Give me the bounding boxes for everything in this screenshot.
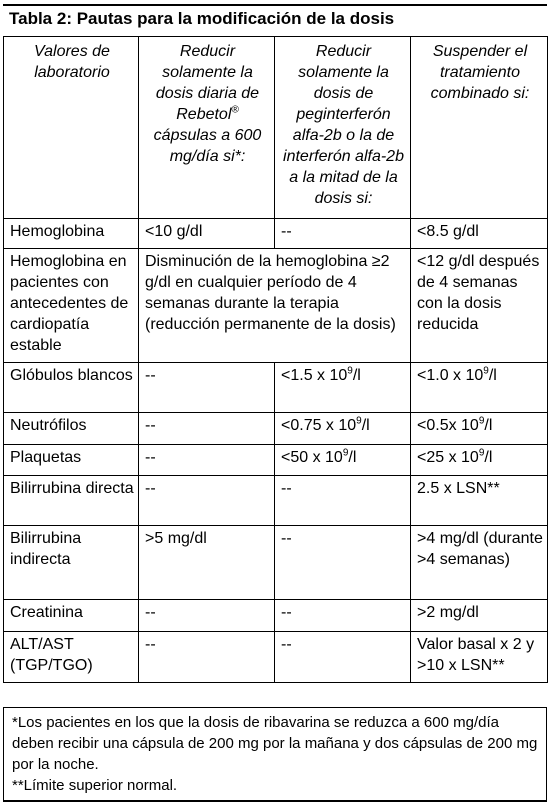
cell-reduce-interferon <box>275 363 411 413</box>
cell-reduce-rebetol: -- <box>139 445 275 476</box>
cell-reduce-interferon: -- <box>275 476 411 526</box>
cell-reduce-interferon: -- <box>275 600 411 632</box>
row-label: Bilirrubina indirecta <box>4 526 139 600</box>
dose-modification-table <box>3 36 548 683</box>
cell-value: <50 x 10 <box>281 449 343 466</box>
cell-suspend <box>411 445 548 476</box>
cell-reduce-interferon: -- <box>275 219 411 249</box>
registered-mark: ® <box>231 104 239 116</box>
row-label: Glóbulos blancos <box>4 363 139 413</box>
table-row <box>4 632 548 683</box>
cell-unit: /l <box>361 417 370 434</box>
row-label: Bilirrubina directa <box>4 476 139 526</box>
cell-reduce-interferon: -- <box>275 632 411 683</box>
header-reduce-rebetol <box>139 37 275 219</box>
header-suspend-treatment: Suspender el tratamiento combinado si: <box>411 37 548 219</box>
cell-reduce-rebetol: <10 g/dl <box>139 219 275 249</box>
cell-exponent: 9 <box>478 447 485 459</box>
footnotes <box>3 707 547 802</box>
table-row <box>4 363 548 413</box>
header-reduce-rebetol-tail: cápsulas a 600 mg/día si*: <box>153 127 262 165</box>
cell-exponent: 9 <box>356 415 362 427</box>
cell-exponent: 9 <box>478 415 485 427</box>
cell-reduce-rebetol: -- <box>139 363 275 413</box>
cell-reduce-interferon <box>275 413 411 445</box>
table-row <box>4 600 548 632</box>
cell-unit: /l <box>348 449 357 466</box>
cell-reduce-interferon <box>275 445 411 476</box>
cell-value: <1.0 x 10 <box>417 367 484 384</box>
footnote-dose: *Los pacientes en los que la dosis de ribavarina se reduzca a 600 mg/día deben recibir una cápsula de 200 mg por la mañana y dos cápsulas de 200 mg por la noche. <box>12 714 538 773</box>
cell-exponent: 9 <box>347 365 353 377</box>
table-row <box>4 526 548 600</box>
footnote-lsn: **Límite superior normal. <box>12 777 178 794</box>
row-label: ALT/AST (TGP/TGO) <box>4 632 139 683</box>
cell-reduce-rebetol: -- <box>139 632 275 683</box>
cell-value: <25 x 10 <box>417 449 479 466</box>
cell-reduce-rebetol: >5 mg/dl <box>139 526 275 600</box>
cell-unit: /l <box>488 367 497 384</box>
cell-value: <1.5 x 10 <box>281 367 348 384</box>
row-label: Hemoglobina en pacientes con antecedentes de cardiopatía estable <box>4 249 139 363</box>
table-row <box>4 249 548 363</box>
cell-suspend: <12 g/dl después de 4 semanas con la dosis reducida <box>411 249 548 363</box>
header-reduce-interferon: Reducir solamente la dosis de peginterferón alfa-2b o la de interferón alfa-2b a la mitad de la dosis si: <box>275 37 411 219</box>
cell-reduce-rebetol: -- <box>139 600 275 632</box>
cell-unit: /l <box>484 417 493 434</box>
table-row <box>4 445 548 476</box>
cell-merged-reduction: Disminución de la hemoglobina ≥2 g/dl en cualquier período de 4 semanas durante la terapia (reducción permanente de la dosis) <box>139 249 411 363</box>
header-reduce-rebetol-text: Reducir solamente la dosis diaria de Rebetol <box>155 43 260 123</box>
header-lab-values: Valores de laboratorio <box>4 37 139 219</box>
cell-exponent: 9 <box>483 365 489 377</box>
cell-suspend: >4 mg/dl (durante >4 semanas) <box>411 526 548 600</box>
header-row <box>4 37 548 219</box>
cell-suspend: >2 mg/dl <box>411 600 548 632</box>
cell-exponent: 9 <box>342 447 349 459</box>
cell-suspend <box>411 363 548 413</box>
row-label: Creatinina <box>4 600 139 632</box>
table-row <box>4 413 548 445</box>
row-label: Hemoglobina <box>4 219 139 249</box>
table-title: Tabla 2: Pautas para la modificación de la dosis <box>3 4 547 30</box>
table-row <box>4 219 548 249</box>
table-row <box>4 476 548 526</box>
cell-reduce-rebetol: -- <box>139 413 275 445</box>
cell-value: <0.75 x 10 <box>281 417 357 434</box>
cell-suspend: Valor basal x 2 y >10 x LSN** <box>411 632 548 683</box>
cell-reduce-rebetol: -- <box>139 476 275 526</box>
row-label: Neutrófilos <box>4 413 139 445</box>
cell-suspend <box>411 413 548 445</box>
cell-unit: /l <box>352 367 361 384</box>
cell-value: <0.5x 10 <box>417 417 479 434</box>
cell-unit: /l <box>484 449 493 466</box>
cell-reduce-interferon: -- <box>275 526 411 600</box>
cell-suspend: <8.5 g/dl <box>411 219 548 249</box>
row-label: Plaquetas <box>4 445 139 476</box>
cell-suspend: 2.5 x LSN** <box>411 476 548 526</box>
